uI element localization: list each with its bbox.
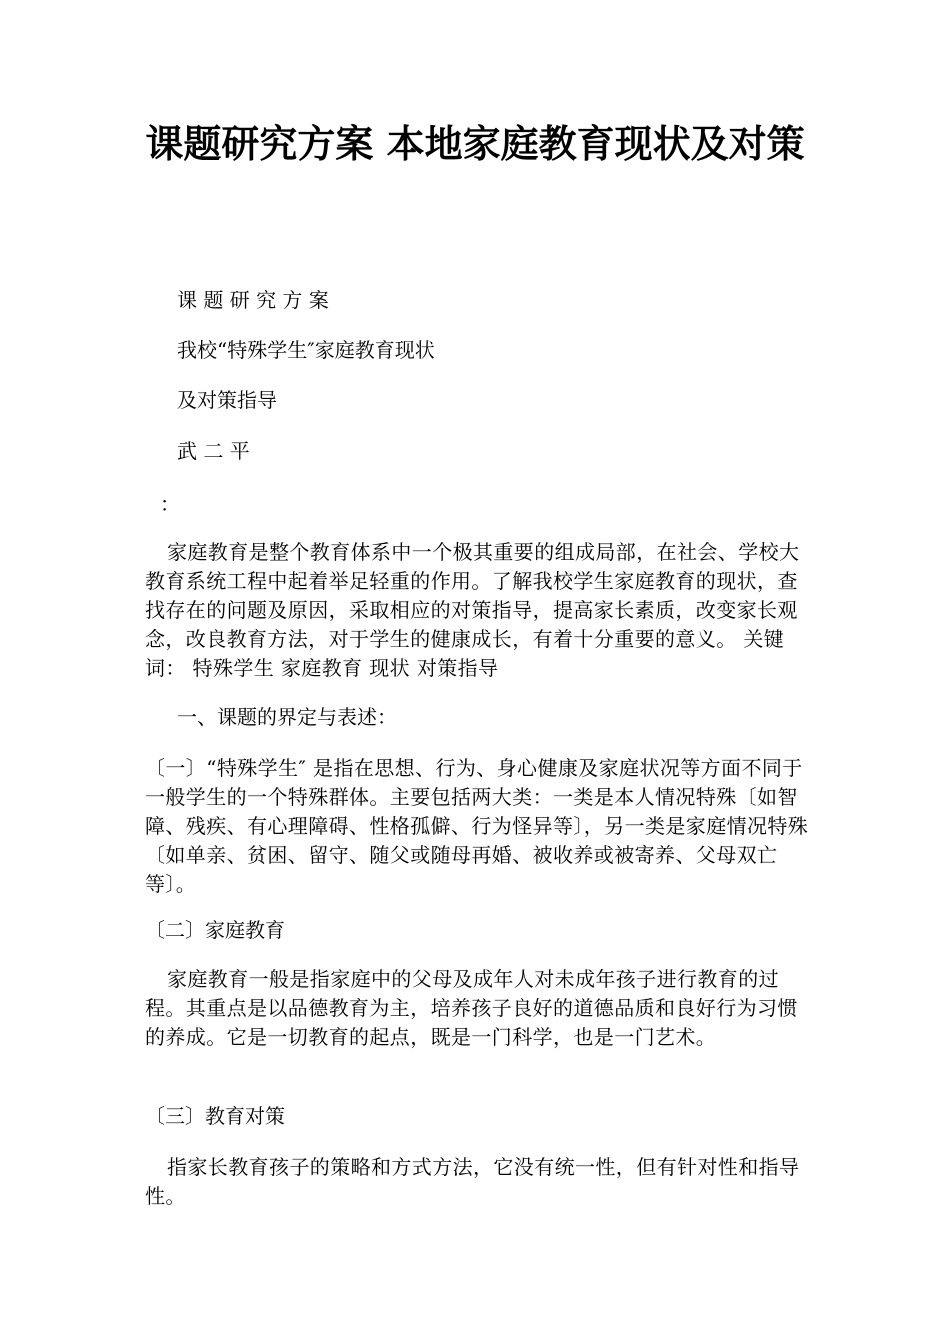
author-name: 武 二 平 — [177, 439, 250, 463]
item-education-strategy-heading: 〔三〕教育对策 — [145, 1104, 285, 1128]
section-heading-definition: 一、课题的界定与表述： — [177, 705, 397, 729]
header-line-guidance: 及对策指导 — [177, 388, 277, 412]
item-family-education-body: 家庭教育一般是指家庭中的父母及成年人对未成年孩子进行教育的过程。其重点是以品德教育为主，培养孩子良好的道德品质和良好行为习惯的养成。它是一切教育的起点，既是一门科学，也是一门艺术。 — [145, 967, 798, 1049]
header-line-plan: 课 题 研 究 方 案 — [177, 288, 329, 312]
colon-mark: ： — [160, 492, 180, 516]
abstract-paragraph: 家庭教育是整个教育体系中一个极其重要的组成局部，在社会、学校大教育系统工程中起着举足轻重的作用。了解我校学生家庭教育的现状，查找存在的问题及原因，采取相应的对策指导，提高家长素质，改变家长观念，改良教育方法，对于学生的健康成长，有着十分重要的意义。 关键词： 特殊学生 家庭教育 现状 对策指导 — [145, 540, 800, 680]
item-special-students: 〔一〕“特殊学生″ 是指在思想、行为、身心健康及家庭状况等方面不同于一般学生的一个特殊群体。主要包括两大类：一类是本人情况特殊〔如智障、残疾、有心理障碍、性格孤僻、行为怪异等〕，另一类是家庭情况特殊〔如单亲、贫困、留守、随父或随母再婚、被收养或被寄养、父母双亡等〕。 — [145, 756, 809, 896]
item-education-strategy-body: 指家长教育孩子的策略和方式方法，它没有统一性，但有针对性和指导性。 — [145, 1155, 800, 1208]
item-family-education-heading: 〔二〕家庭教育 — [145, 918, 285, 942]
header-line-topic: 我校“特殊学生″家庭教育现状 — [177, 338, 435, 362]
document-title: 课题研究方案 本地家庭教育现状及对策 — [145, 122, 805, 166]
